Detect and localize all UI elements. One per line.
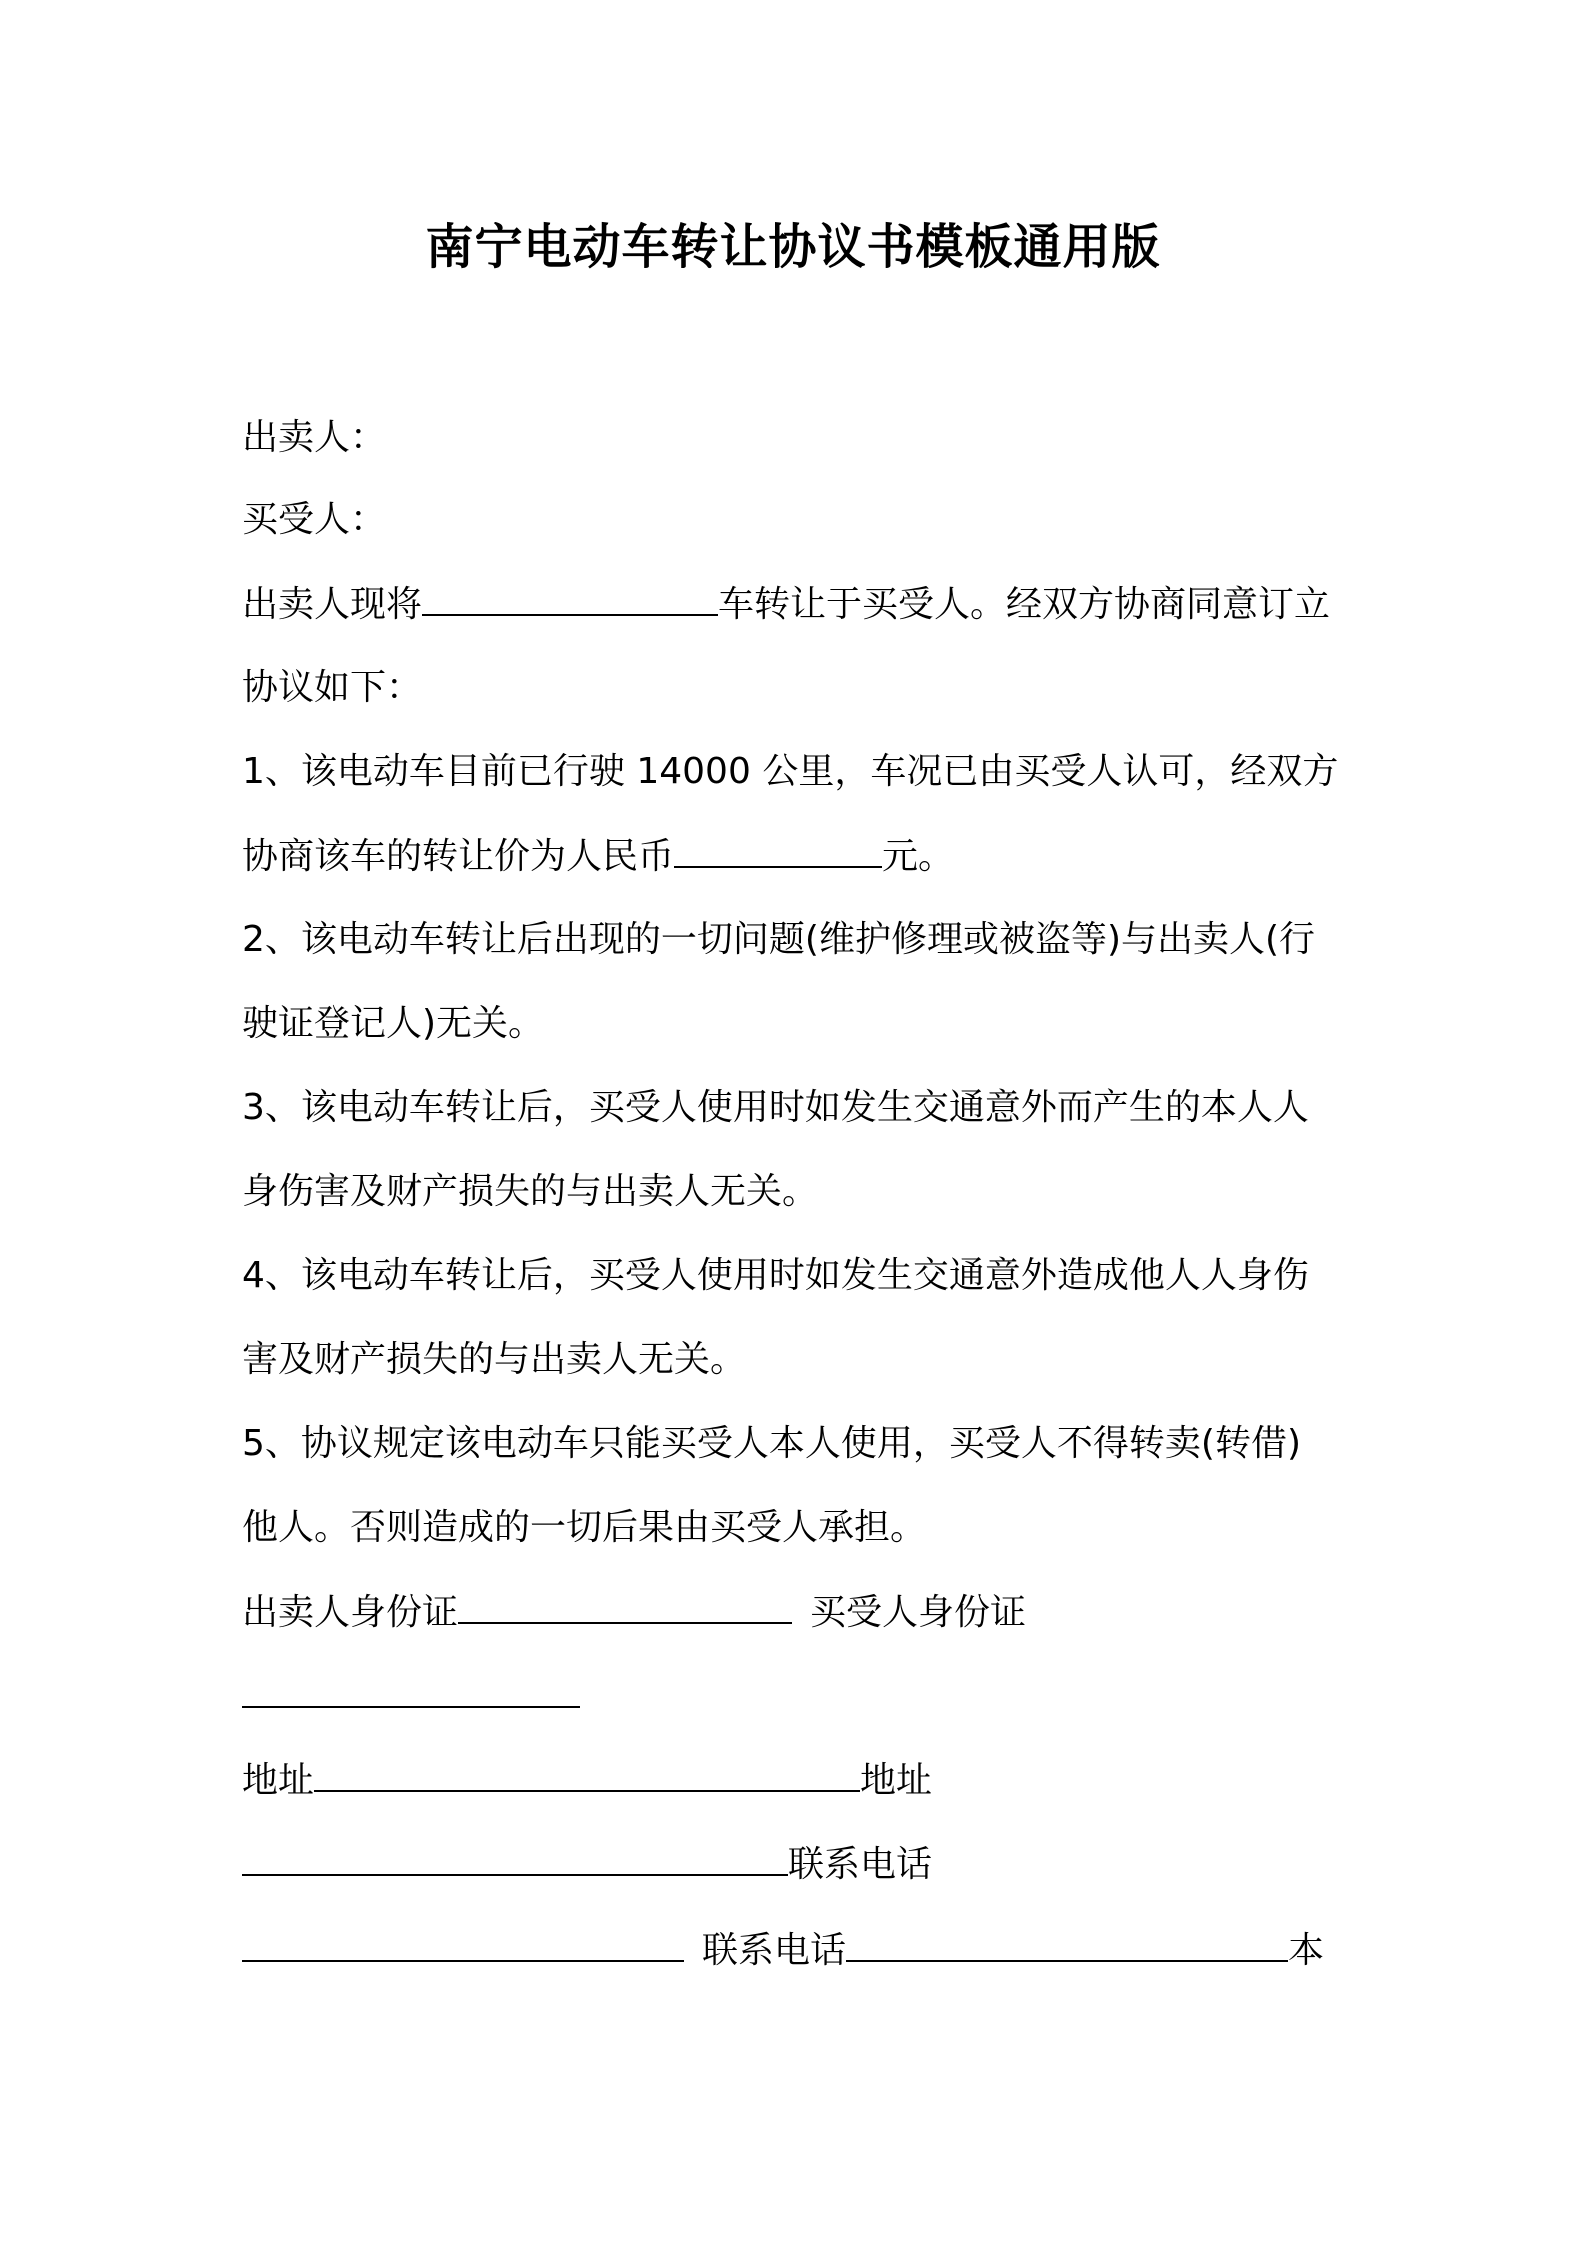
phone-label-1: 联系电话 (788, 1844, 933, 1885)
clause-1-line-1: 1、该电动车目前已行驶 14000 公里，车况已由买受人认可，经双方 (242, 751, 1339, 792)
seller-label: 出卖人： (242, 417, 387, 458)
intro-line-1 (242, 580, 1362, 629)
buyer-id-label: 买受人身份证 (810, 1592, 1027, 1633)
clause-3-line-2: 身伤害及财产损失的与出卖人无关。 (242, 1171, 819, 1212)
clause-4-line-1: 4、该电动车转让后，买受人使用时如发生交通意外造成他人人身伤 (242, 1255, 1309, 1296)
seller-id-label: 出卖人身份证 (242, 1592, 459, 1633)
address-label-1: 地址 (242, 1760, 315, 1801)
seller-id-blank (458, 1588, 792, 1624)
id-line (242, 1588, 1362, 1637)
phone-label-2: 联系电话 (702, 1930, 847, 1971)
phone-blank-1 (242, 1926, 684, 1962)
address-blank-2 (242, 1840, 788, 1876)
buyer-id-blank (242, 1672, 580, 1708)
trailing-text: 本 (1288, 1930, 1325, 1971)
document-title: 南宁电动车转让协议书模板通用版 (425, 219, 1161, 275)
phone-line-2 (242, 1926, 1362, 1975)
intro-prefix: 出卖人现将 (242, 584, 423, 625)
clause-2-line-1: 2、该电动车转让后出现的一切问题(维护修理或被盗等)与出卖人(行 (242, 919, 1316, 960)
clause-3-line-1: 3、该电动车转让后，买受人使用时如发生交通意外而产生的本人人 (242, 1087, 1309, 1128)
clause-5-line-1: 5、协议规定该电动车只能买受人本人使用，买受人不得转卖(转借) (242, 1423, 1301, 1464)
phone-line-1 (242, 1840, 1362, 1889)
clause-5-line-2: 他人。否则造成的一切后果由买受人承担。 (242, 1507, 927, 1548)
address-label-2: 地址 (860, 1760, 933, 1801)
price-prefix: 协商该车的转让价为人民币 (242, 836, 675, 877)
phone-blank-2 (846, 1926, 1288, 1962)
price-suffix: 元。 (882, 836, 955, 877)
address-blank-1 (314, 1756, 860, 1792)
clause-2-line-2: 驶证登记人)无关。 (242, 1003, 545, 1044)
price-blank (674, 832, 882, 868)
address-line (242, 1756, 1362, 1805)
clause-1-line-2 (242, 832, 1362, 881)
intro-line-2: 协议如下： (242, 667, 423, 708)
intro-suffix: 车转让于买受人。经双方协商同意订立 (718, 584, 1331, 625)
vehicle-blank (422, 580, 718, 616)
buyer-label: 买受人： (242, 499, 387, 540)
buyer-id-blank-line (242, 1672, 1362, 1721)
clause-4-line-2: 害及财产损失的与出卖人无关。 (242, 1339, 747, 1380)
